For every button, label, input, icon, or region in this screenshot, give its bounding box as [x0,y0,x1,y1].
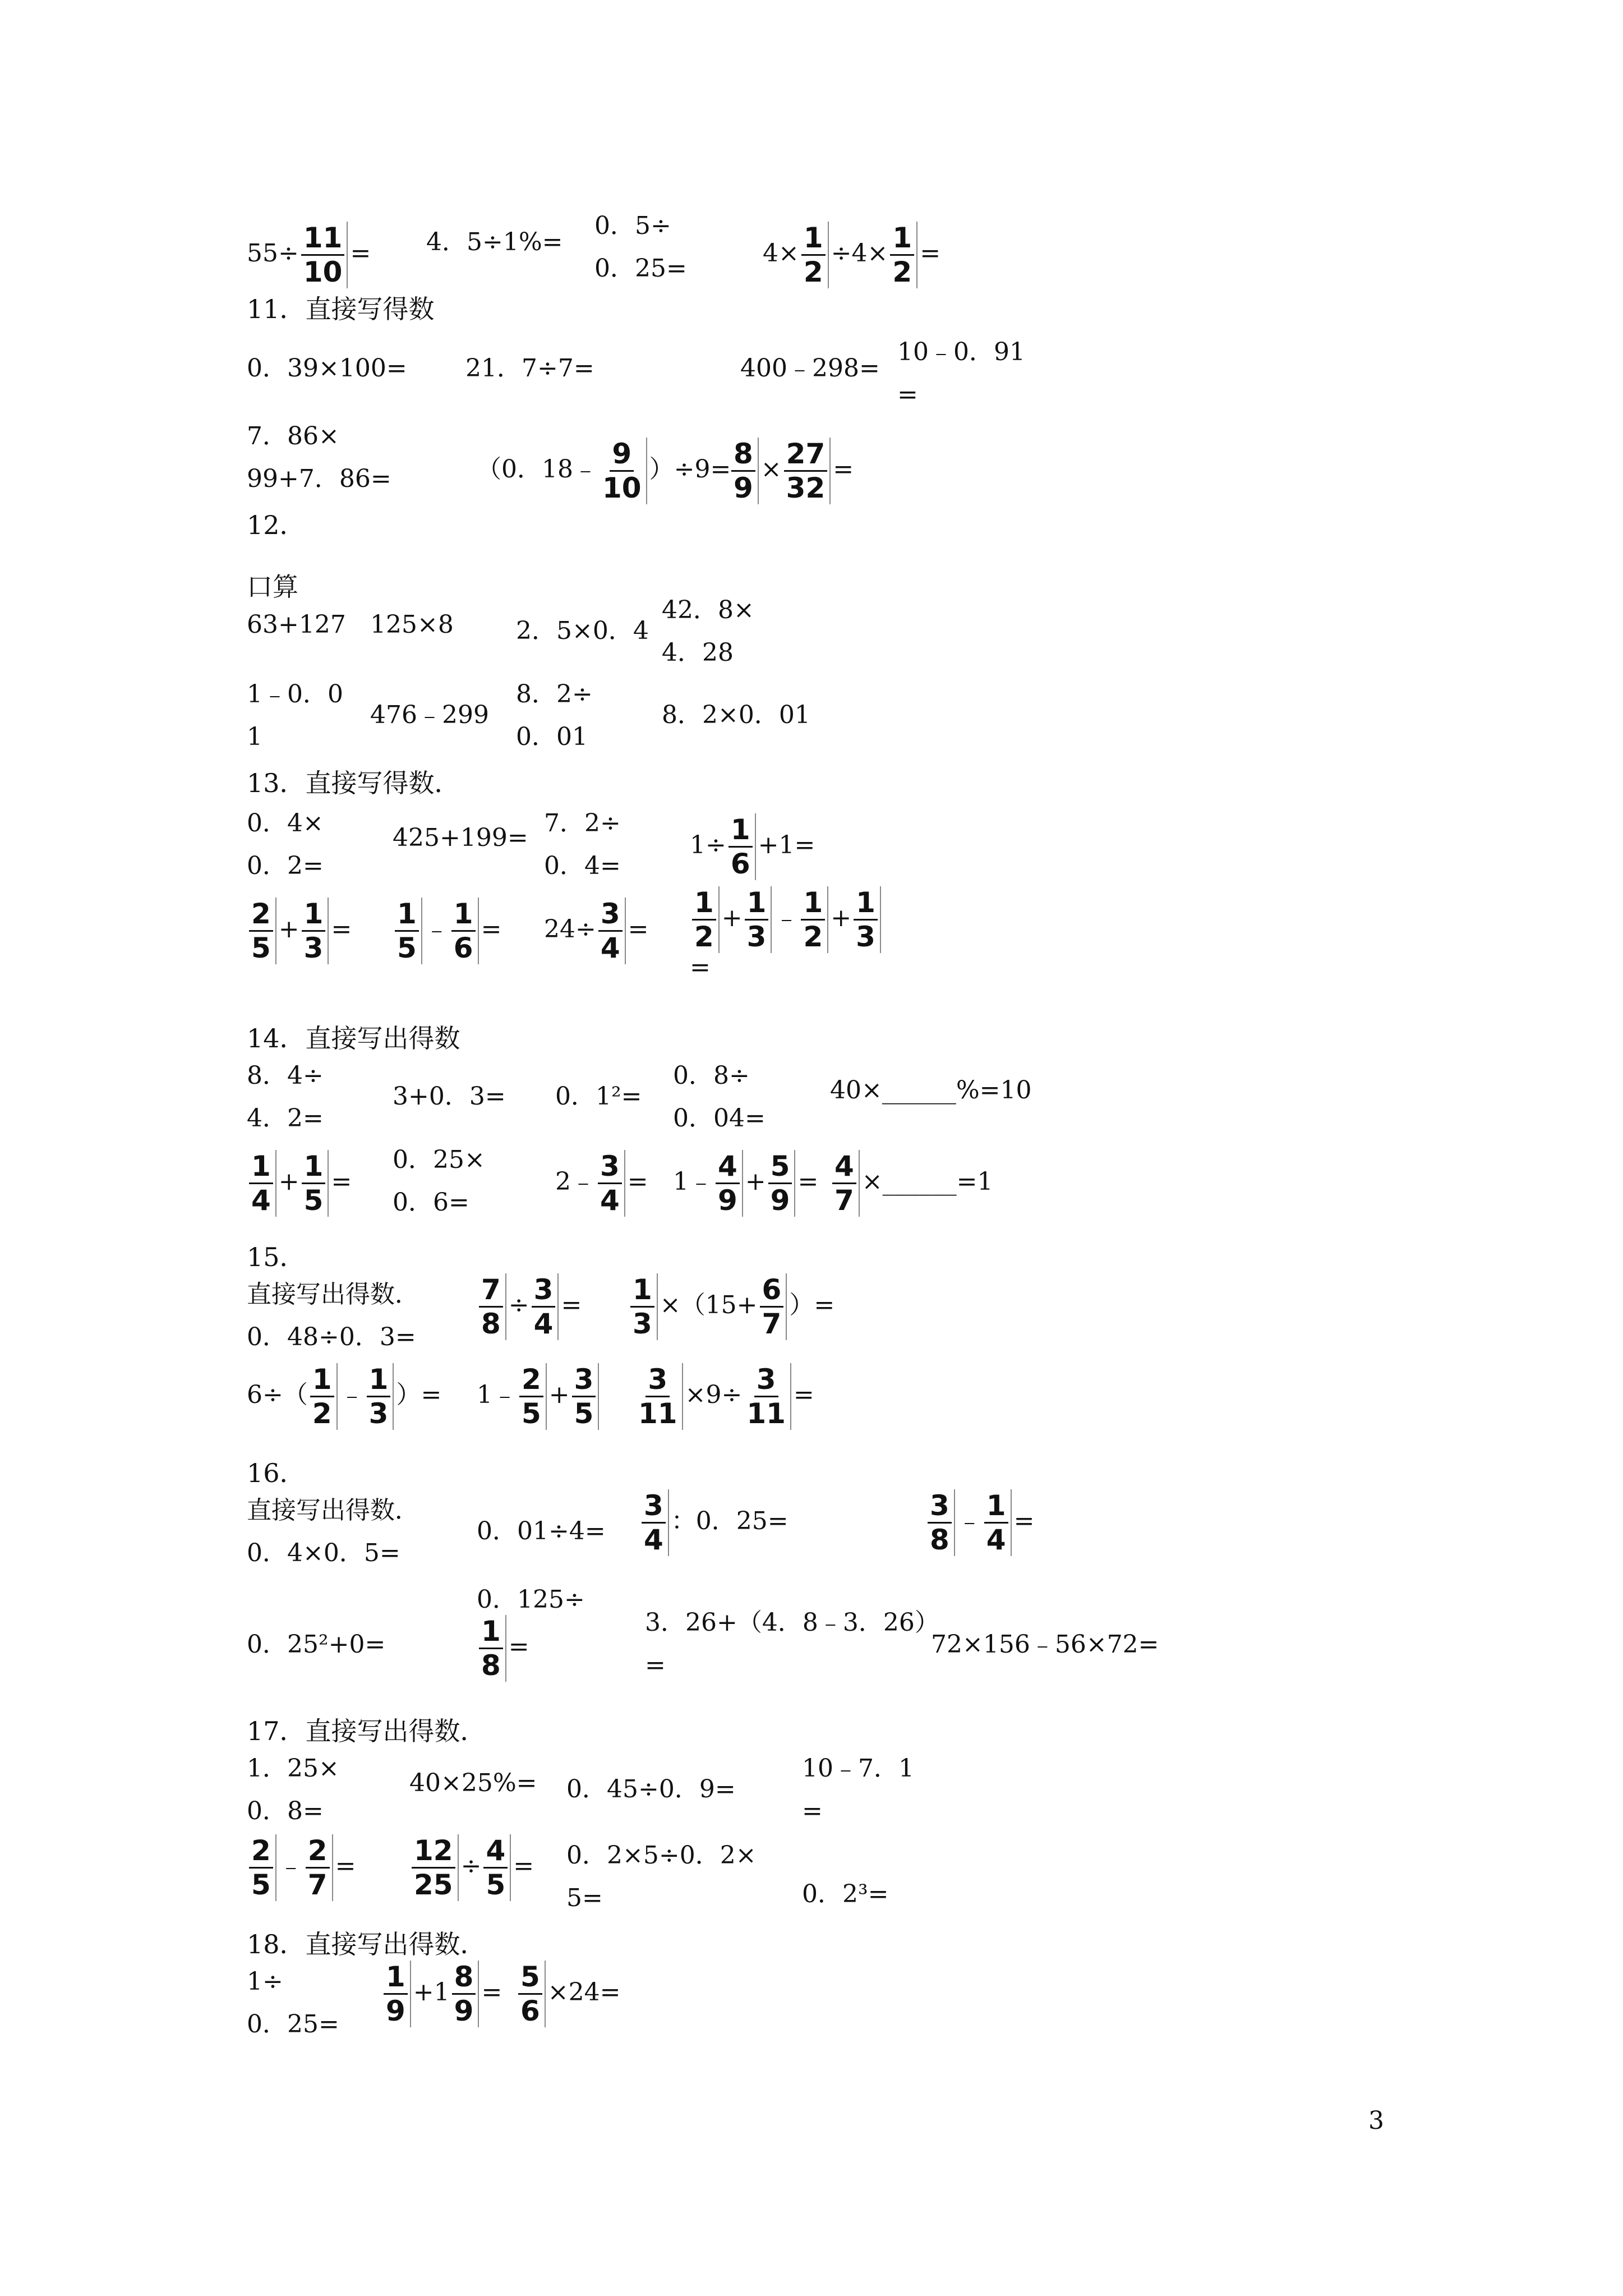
q17-header: 17．直接写出得数． [247,1716,486,1746]
q16-header: 16． [247,1458,306,1488]
q12-subheader: 口算 [247,572,298,602]
q18-header: 18．直接写出得数． [247,1929,486,1959]
q10-expr-4: 4× $\frac{1}{2}$ ÷4× $\frac{1}{2}$ = [763,222,941,288]
q10-expr-3: 0．5÷ 0．25= [594,211,687,283]
q12-header: 12． [247,510,306,540]
worksheet-page: 55÷ $\frac{11}{10}$ = 4．5÷1%= 0．5÷ 0．25= 4× $\frac{1}{2}$ ÷4× $\frac{1}{2}$ = 11．直接写得数 0．39×100= 21．7÷7= 400﹣298= 10﹣0．91 = 7．86× 99+7．86= （0．18﹣ $\frac{9}{10}$ ）÷9= $\frac{8}{9}$ × $\frac{27}{32}$ = 12． 口算 63+127 125×8 2．5×0．4 42．8× 4．28 1﹣0．0 1 476﹣299 8．2÷ 0．01 8．2×0．01 13．直接写得数． 0．4× 0．2= 425+199= 7．2÷ 0．4= 1÷ $\frac{1}{6}$ +1= $\frac{2}{5}$ + $\frac{1}{3}$ = $\frac{1}{5}$ ﹣ $\frac{1}{6}$ = 24÷ $\frac{3}{4}$ = $\frac{1}{2}$ + $\frac{1}{3}$ ﹣ $\frac{1}{2}$ + $\frac{1}{3}$ = 14．直接写出得数 8．4÷ 4．2= 3+0．3= 0．1²= 0．8÷ 0．04= 40×______%=10 $\frac{1}{4}$ + $\frac{1}{5}$ = 0．25× 0．6= 2﹣ $\frac{3}{4}$ = 1﹣ $\frac{4}{9}$ + $\frac{5}{9}$ = $\frac{4}{7}$ ×______=1 15． 直接写出得数． 0．48÷0．3= $\frac{7}{8}$ ÷ $\frac{3}{4}$ = $\frac{1}{3}$ ×（15+ $\frac{6}{7}$ ）= 6÷（ $\frac{1}{2}$ ﹣ $\frac{1}{3}$ ）= 1﹣ $\frac{2}{5}$ + $\frac{3}{5}$ $\frac{3}{11}$ ×9÷ $\frac{3}{11}$ = 16． 直接写出得数． 0．4×0．5= 0．01÷4= $\frac{3}{4}$ ：0．25= $\frac{3}{8}$ ﹣ $\frac{1}{4}$ = 0．25²+0= 0．125÷ $\frac{1}{8}$ = 3．26+（4．8﹣3．26） = 72×156﹣56×72= 17．直接写出得数． 1．25× 0．8= 40×25%= 0．45÷0．9= 10﹣7．1 = $\frac{2}{5}$ ﹣ $\frac{2}{7}$ = $\frac{12}{25}$ ÷ $\frac{4}{5}$ = 0．2×5÷0．2× 5= 0．2³= 18．直接写出得数． 1÷ 0．25= $\frac{1}{9}$ +1 $\frac{8}{9}$ = $\frac{5}{6}$ ×24= 3 [0,0,1623,2296]
page-number: 3 [1368,2106,1384,2135]
q10-expr-2: 4．5÷1%= [426,228,563,256]
q15-header: 15． [247,1242,306,1272]
q13-header: 13．直接写得数． [247,768,460,798]
q10-expr-1: 55÷ $\frac{11}{10}$ = [247,222,371,288]
fraction: $\frac{11}{10}$ [301,222,348,288]
q11-header: 11．直接写得数 [247,294,435,324]
q14-header: 14．直接写出得数 [247,1023,460,1053]
